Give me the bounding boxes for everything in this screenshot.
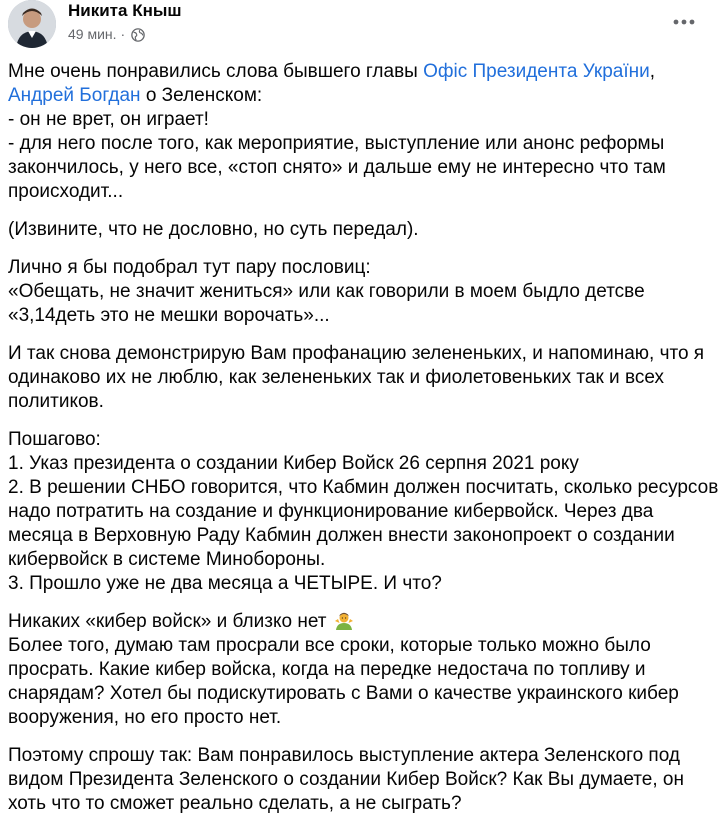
paragraph-2 [8,218,714,242]
text-line: одинаково их не люблю, как зелененьких так и фиолетовеньких так и всех [8,367,664,388]
globe-icon[interactable] [131,27,145,41]
text-line [8,84,714,108]
text-line: Лично я бы подобрал тут пару пословиц: [8,257,371,278]
meta-separator: · [120,26,126,42]
paragraph-1 [8,60,714,204]
text-line: Более того, думаю там просрали все сроки, которые только можно было [8,635,651,656]
text-line: - для него после того, как мероприятие, выступление или анонс реформы [8,133,665,154]
paragraph-5 [8,428,719,596]
text-line: видом Президента Зеленского о создании Кибер Войск? Как Вы думаете, он [8,769,684,790]
text-line: кибервойск в системе Минобороны. [8,549,326,570]
paragraph-4 [8,342,714,414]
text-fragment: , [649,61,656,82]
text-line [8,60,714,84]
text-line: закончилось, у него все, «стоп снято» и дальше ему не интересно что там [8,157,666,178]
text-line: 2. В решении СНБО говорится, что Кабмин должен посчитать, сколько ресурсов [8,477,719,498]
text-line: - он не врет, он играет! [8,109,209,130]
text-line: Пошагово: [8,429,101,450]
paragraph-3 [8,256,714,328]
text-line: происходит... [8,181,124,202]
post-body [8,60,719,830]
text-line: 1. Указ президента о создании Кибер Войск 26 серпня 2021 року [8,453,579,474]
text-line: снарядам? Хотел бы подискутировать с Вами о качестве украинского кибер [8,683,679,704]
text-line [8,610,714,634]
text-line: политиков. [8,391,104,412]
text-fragment: о Зеленском: [140,85,263,106]
text-fragment: Мне очень понравились слова бывшего главы [8,61,424,82]
more-options-icon[interactable] [668,10,700,34]
text-fragment: Никаких «кибер войск» и близко нет [8,611,327,632]
text-line: Поэтому спрошу так: Вам понравилось выступление актера Зеленского под [8,745,680,766]
avatar[interactable] [8,0,56,48]
text-line: месяца в Верховную Раду Кабмин должен внести законопроект о создании [8,525,675,546]
avatar-picture [8,0,56,48]
text-line: 3. Прошло уже не два месяца а ЧЕТЫРЕ. И что? [8,573,442,594]
mention-andrey-bogdan[interactable]: Андрей Богдан [8,85,141,106]
paragraph-6 [8,610,714,730]
mention-office-of-president[interactable]: Офіс Президента України [423,61,650,82]
shrugging-man-emoji-icon [334,610,354,630]
text-line: «3,14деть это не мешки ворочать»... [8,305,330,326]
paragraph-7 [8,744,714,816]
post-timestamp[interactable]: 49 мин. [68,26,117,42]
text-line: (Извините, что не дословно, но суть передал). [8,219,419,240]
post-header [8,0,714,52]
text-line: И так снова демонстрирую Вам профанацию зелененьких, и напоминаю, что я [8,343,705,364]
text-line: «Обещать, не значит жениться» или как говорили в моем быдло детсве [8,281,645,302]
text-line: просрать. Какие кибер войска, когда на передке недостача по топливу и [8,659,646,680]
text-line: хоть что то сможет реально сделать, а не сыграть? [8,793,462,814]
text-line: надо потратить на создание и функционирование кибервойск. Через два [8,501,654,522]
text-line: вооружения, но его просто нет. [8,707,282,728]
post-meta [68,24,145,44]
post-author-name[interactable]: Никита Кныш [68,1,182,20]
